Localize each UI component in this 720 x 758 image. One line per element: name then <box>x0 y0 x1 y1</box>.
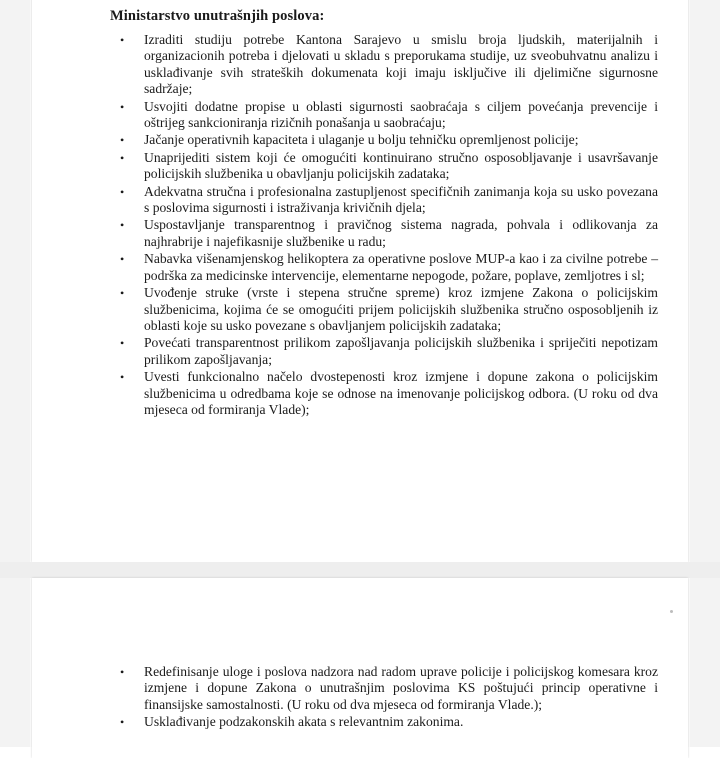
bullet-icon: • <box>120 150 125 165</box>
list-item-text: Unaprijediti sistem koji će omogućiti kontinuirano stručno osposobljavanje i usavršavanje policijskih službenika u obavljanju policijskih zadataka; <box>144 149 658 182</box>
list-item <box>110 132 658 148</box>
list-item-text: Nabavka višenamjenskog helikoptera za operativne poslove MUP-a kao i za civilne potrebe – podrška za medicinske intervencije, elementarne nepogode, požare, poplave, zemljotres i sl; <box>144 251 658 283</box>
list-item <box>110 369 658 418</box>
bullet-icon: • <box>120 665 125 679</box>
bullet-list-page-1 <box>110 32 658 419</box>
list-item <box>110 285 658 334</box>
list-item-text: Jačanje operativnih kapaciteta i ulaganje u bolju tehničku opremljenost policije; <box>144 132 579 148</box>
bullet-icon: • <box>120 252 125 267</box>
list-item-text: Redefinisanje uloge i poslova nadzora nad radom uprave policije i policijskog komesara kroz izmjene i dopune Zakona o unutrašnjim poslovima KS poštujući princip operativne i finansijske samostalnosti. (U roku od dva mjeseca od formiranja Vlade.); <box>144 664 658 712</box>
bullet-icon: • <box>120 336 125 351</box>
list-item <box>110 99 658 132</box>
bullet-icon: • <box>120 370 125 385</box>
bullet-icon: • <box>120 184 125 199</box>
bullet-icon: • <box>120 133 125 148</box>
bullet-icon: • <box>120 286 125 301</box>
document-page-2 <box>32 578 688 758</box>
bullet-icon: • <box>120 218 125 233</box>
list-item-text: Uvođenje struke (vrste i stepena stručne spreme) kroz izmjene Zakona o policijskim službenicima, kojima će se omogućiti prijem policijskih službenika stručno osposobljenih iz oblasti koje su usko povezane s obavljanjem policijskih zadataka; <box>144 285 658 333</box>
list-item-text: Uspostavljanje transparentnog i pravičnog sistema nagrada, pohvala i odlikovanja za najhrabrije i najefikasnije službenike u radu; <box>144 217 658 249</box>
bullet-list-page-2 <box>110 664 658 732</box>
list-item-text: Usvojiti dodatne propise u oblasti sigurnosti saobraćaja s ciljem povećanja prevencije i oštrijeg sankcioniranja rizičnih ponašanja u saobraćaju; <box>144 98 658 131</box>
viewer-left-margin <box>0 0 30 747</box>
list-item <box>110 150 658 183</box>
list-item <box>110 217 658 250</box>
list-item <box>110 32 658 98</box>
viewer-right-margin <box>690 0 720 747</box>
list-item <box>110 335 658 368</box>
bullet-icon: • <box>120 99 125 114</box>
list-item <box>110 184 658 217</box>
list-item-text: Uvesti funkcionalno načelo dvostepenosti kroz izmjene i dopune zakona o policijskim službenicima u odredbama koje se odnose na imenovanje policijskog odbora. (U roku od dva mjeseca od formiranja Vlade); <box>144 369 658 417</box>
page-separator <box>0 562 720 578</box>
list-item <box>110 251 658 284</box>
scan-artifact <box>670 610 673 613</box>
list-item-text: Usklađivanje podzakonskih akata s relevantnim zakonima. <box>144 714 464 730</box>
list-item <box>110 664 658 713</box>
list-item <box>110 714 658 730</box>
section-heading: Ministarstvo unutrašnjih poslova: <box>110 8 325 24</box>
bullet-icon: • <box>120 33 125 47</box>
document-page-1 <box>32 0 688 562</box>
list-item-text: Povećati transparentnost prilikom zapošljavanja policijskih službenika i spriječiti nepotizam prilikom zapošljavanja; <box>144 335 658 367</box>
list-item-text: Adekvatna stručna i profesionalna zastupljenost specifičnih zanimanja koja su usko povezana s poslovima sigurnosti i istraživanja krivičnih djela; <box>144 183 658 216</box>
list-item-text: Izraditi studiju potrebe Kantona Sarajevo u smislu broja ljudskih, materijalnih i organizacionih potreba i djelovati u skladu s preporukama studije, uz sveobuhvatnu analizu i usklađivanje svih strateških dokumenata koji imaju isključive ili djelimične sigurnosne sadržaje; <box>144 32 658 97</box>
bullet-icon: • <box>120 715 125 730</box>
